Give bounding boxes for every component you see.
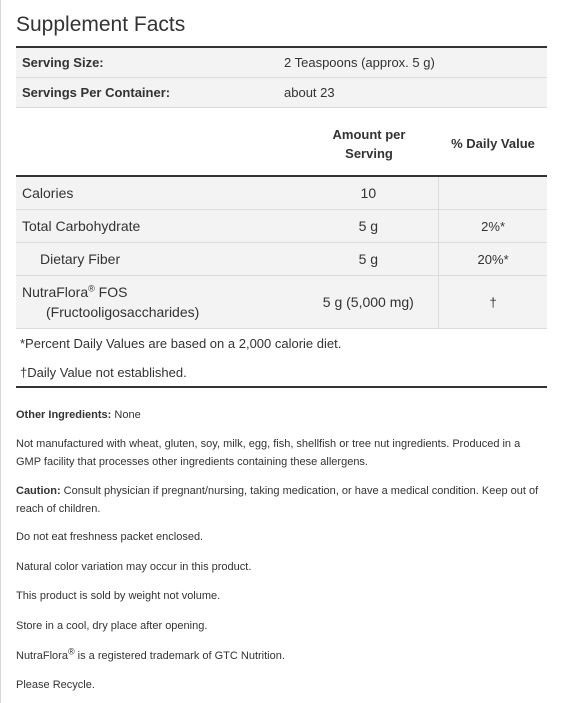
other-ingredients: Other Ingredients: None: [16, 409, 141, 421]
storage-note: Store in a cool, dry place after opening.: [16, 620, 208, 632]
nutrient-dv: 20%*: [477, 251, 509, 267]
servings-per-container-row: [16, 78, 547, 108]
recycle-note: Please Recycle.: [16, 679, 95, 691]
table-header: [16, 108, 547, 175]
footnote-dagger: †Daily Value not established.: [20, 364, 187, 380]
page-title: Supplement Facts: [16, 13, 186, 36]
nutrient-amount: 5 g: [298, 243, 439, 275]
serving-size-row: [16, 48, 547, 78]
table-row: [16, 276, 547, 329]
servings-per-container-value: about 23: [284, 85, 335, 100]
weight-note: This product is sold by weight not volume.: [16, 590, 221, 602]
nutrient-amount: 10: [298, 177, 439, 209]
table-row: [16, 210, 547, 243]
color-variation-note: Natural color variation may occur in this product.: [16, 561, 252, 573]
nutrient-name: Calories: [22, 185, 74, 201]
table-row: [16, 177, 547, 210]
daily-value-header: % Daily Value: [451, 136, 535, 151]
footnote-percent: *Percent Daily Values are based on a 2,000 calorie diet.: [20, 336, 342, 351]
nutrient-dv: †: [489, 294, 497, 310]
nutrient-amount: 5 g: [298, 210, 439, 242]
freshness-packet-note: Do not eat freshness packet enclosed.: [16, 531, 204, 543]
footnote-divider: [16, 386, 547, 388]
allergen-statement: Not manufactured with wheat, gluten, soy, milk, egg, fish, shellfish or tree nut ingredients. Produced in a GMP facility that processes other ingredients containing these allergens.: [16, 438, 521, 468]
serving-size-value: 2 Teaspoons (approx. 5 g): [284, 55, 435, 70]
table-row: [16, 243, 547, 276]
amount-per-serving-header: Amount per Serving: [332, 126, 406, 161]
trademark-note: NutraFlora® is a registered trademark of GTC Nutrition.: [16, 646, 285, 662]
nutrient-name: Total Carbohydrate: [22, 218, 141, 234]
left-border: [0, 0, 1, 703]
supplement-facts-panel: [16, 0, 547, 388]
nutrient-name: NutraFlora® FOS (Fructooligosaccharides): [22, 283, 200, 320]
serving-size-label: Serving Size:: [22, 55, 104, 70]
nutrient-amount: 5 g (5,000 mg): [298, 276, 439, 328]
servings-per-container-label: Servings Per Container:: [22, 85, 171, 100]
caution-statement: Caution: Consult physician if pregnant/nursing, taking medication, or have a medical condition. Keep out of reach of children.: [16, 485, 539, 515]
nutrient-dv: [439, 177, 547, 209]
nutrient-name: Dietary Fiber: [40, 251, 121, 267]
nutrient-dv: 2%*: [481, 218, 506, 234]
